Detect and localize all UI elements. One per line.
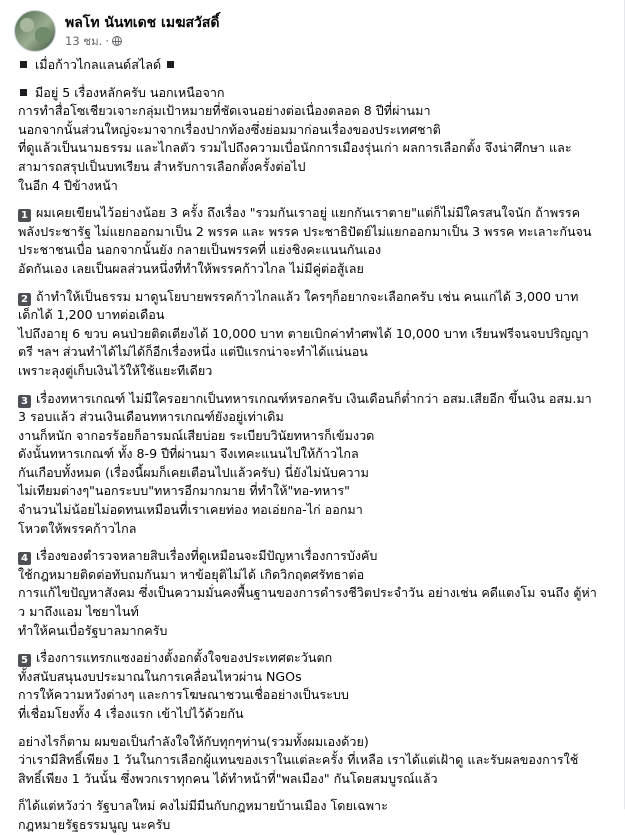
post-text: 3 รอบแล้ว ส่วนเงินเดือนทหารเกณฑ์ยังอยู่เท่าเดิม (18, 409, 284, 425)
black-square-icon (20, 89, 27, 96)
post-text-line (18, 547, 616, 566)
post-text: ที่เชื่อมโยงทั้ง 4 เรื่องแรก เข้าไปไว้ด้วยกัน (18, 706, 244, 721)
post-text-line (18, 603, 616, 622)
post-text-line (18, 325, 616, 344)
paragraph-gap (18, 788, 616, 797)
post-text: เรื่องของตำรวจหลายสิบเรื่องที่ดูเหมือนจะมีปัญหาเรื่องการบังคับ (36, 548, 378, 564)
post-text-line (18, 584, 616, 603)
keycap-number-icon: 3 (18, 395, 31, 408)
post-text-line (18, 223, 616, 242)
post-text: ไปถึงอายุ 6 ขวบ คนป่วยติดเตียงได้ 10,000 บาท ตายเบิกค่าทำศพได้ 10,000 บาท เรียนฟรีจนจบปริญญา (18, 325, 589, 341)
post-text-line (18, 622, 616, 641)
paragraph-gap (18, 195, 616, 204)
post-text: อย่างไรก็ตาม ผมขอเป็นกำลังใจให้กับทุกๆท่าน(รวมทั้งผมเองด้วย) (18, 733, 369, 749)
post-text-line (18, 427, 616, 446)
post-text-line (18, 816, 616, 835)
post-text: ผมเคยเขียนไว้อย่างน้อย 3 ครั้ง ถึงเรื่อง "รวมกันเราอยู่ แยกกันเราตาย"แต่ก็ไม่มีใครสนใจนัก ถ้าพรรค (36, 205, 581, 221)
post-text: เรื่องทหารเกณฑ์ ไม่มีใครอยากเป็นทหารเกณฑ์หรอกครับ เงินเดือนก็ต่ำกว่า อสม.เสียอีก ขึ้นเงิน อสม.มา (36, 390, 592, 406)
post-text: เรื่องการแทรกแซงอย่างตั้งอกตั้งใจของประเทศตะวันตก (36, 650, 333, 666)
post-text-line (18, 260, 616, 279)
post-text: เด็กได้ 1,200 บาทต่อเดือน (18, 307, 165, 323)
post-text-line (18, 390, 616, 409)
post-text-line (18, 797, 616, 816)
post-text-line (18, 445, 616, 464)
avatar[interactable] (14, 10, 56, 52)
post-text-line (18, 84, 616, 103)
post-text: การแก้ไขปัญหาสังคม ซึ่งเป็นความมั่นคงพื้นฐานของการดำรงชีวิตประจำวัน อย่างเช่น คดีแตงโม จนถึง ตู้ห่า (18, 585, 597, 601)
post-text-line (18, 343, 616, 362)
post-text-line (18, 464, 616, 483)
post-text-line (18, 770, 616, 789)
post-text: จำนวนไม่น้อยไม่อดทนเหมือนที่เราเคยท่อง ทอเอ่ยกอ-ไก่ ออกมา (18, 502, 363, 518)
post-body (18, 56, 616, 835)
post-text: โหวตให้พรรคก้าวไกล (18, 520, 137, 536)
post-text-line (18, 686, 616, 705)
post-text-line (18, 733, 616, 752)
post-text-line (18, 566, 616, 585)
post-text: ประชาชนเบื่อ นอกจากนั้นยัง กลายเป็นพรรคที่ แย่งชิงคะแนนกันเอง (18, 242, 382, 258)
post-text: ทำให้คนเบื่อรัฐบาลมากครับ (18, 622, 168, 638)
post-text-line (18, 668, 616, 687)
keycap-number-icon: 4 (18, 552, 31, 565)
post-text: นอกจากนั้นส่วนใหญ่จะมาจากเรื่องปากท้องซึ่งย่อมมาก่อนเรื่องของประเทศชาติ (18, 121, 441, 137)
post-text: ว่าเรามีสิทธิ์เพียง 1 วันในการเลือกผู้แทนของเราในแต่ละครั้ง ที่เหลือ เราได้แต่เฝ้าดู และรับผลของการใช้ (18, 752, 579, 768)
post-text-line (18, 139, 616, 158)
post-text: อัดกันเอง เลยเป็นผลส่วนหนึ่งที่ทำให้พรรคก้าวไกล ไม่มีคู่ต่อสู้เลย (18, 260, 364, 276)
author-name[interactable]: พลโท นันทเดช เมฆสวัสดิ์ (65, 15, 220, 31)
post-text: ทั้งสนับสนุนงบประมาณในการเคลื่อนไหวผ่าน NGOs (18, 668, 302, 684)
post-text-line (18, 288, 616, 307)
post-text: มีอยู่ 5 เรื่องหลักครับ นอกเหนือจาก (31, 84, 225, 100)
post-text-line (18, 177, 616, 196)
post-text-line (18, 408, 616, 427)
post-text: เพราะลุงตู่เก็บเงินไว้ให้ใช้แยะทีเดียว (18, 362, 213, 378)
post-header (14, 10, 614, 54)
post-text-line (18, 102, 616, 121)
keycap-number-icon: 5 (18, 654, 31, 667)
post-text-line (18, 306, 616, 325)
post-text: ไม่เทียมต่างๆ"นอกระบบ"ทหารอีกมากมาย ที่ทำให้"ทอ-ทหาร" (18, 483, 350, 499)
post-text-line (18, 520, 616, 539)
post-time[interactable]: 13 ชม. (65, 34, 103, 48)
post-text: กันเกือบทั้งหมด (เรื่องนี้ผมก็เคยเตือนไปแล้วครับ) นี่ยังไม่นับความ (18, 464, 369, 480)
post-text: ตรี ฯลฯ ส่วนทำได้ไม่ได้ก็อีกเรื่องหนึ่ง แต่ปีแรกน่าจะทำได้แน่นอน (18, 344, 368, 360)
post-text: สามารถสรุปเป็นบทเรียน สำหรับการเลือกตั้งครั้งต่อไป (18, 158, 306, 174)
paragraph-gap (18, 75, 616, 84)
post-text-line (18, 56, 616, 75)
post-title-text: เมื่อก้าวไกลแลนด์สไลด์ (31, 57, 166, 72)
post-text: ใช้กฎหมายติดต่อทับถมกันมา หาข้อยุติไม่ได้ เกิดวิกฤตศรัทธาต่อ (18, 566, 365, 582)
post-text-line (18, 482, 616, 501)
post-text: งานก็หนัก จากอรร้อยก็อารมณ์เสียบ่อย ระเบียบวินัยทหารก็เข้มงวด (18, 427, 375, 443)
post-text-line (18, 751, 616, 770)
paragraph-gap (18, 640, 616, 649)
post-text-line (18, 501, 616, 520)
post-text: การให้ความหวังต่างๆ และการโฆษณาชวนเชื่ออย่างเป็นระบบ (18, 687, 349, 703)
post-text: ที่ดูแล้วเป็นนามธรรม และไกลตัว รวมไปถึงความเบื่อนักการเมืองรุ่นเก่า ผลการเลือกตั้ง จึงน่าศึกษา และ (18, 140, 572, 156)
post-text: กฎหมายรัฐธรรมนูญ นะครับ (18, 816, 171, 832)
paragraph-gap (18, 381, 616, 390)
post-text: ในอีก 4 ปีข้างหน้า (18, 177, 118, 193)
black-square-icon (20, 61, 27, 68)
post-text-line (18, 204, 616, 223)
post-text-line (18, 362, 616, 381)
post-text: พลังประชารัฐ ไม่แยกออกมาเป็น 2 พรรค และ พรรค ประชาธิปัตย์ไม่แยกออกมาเป็น 3 พรรค ทะเลาะกันจน (18, 223, 592, 239)
post-text: ก็ได้แต่หวังว่า รัฐบาลใหม่ คงไม่มีมีนกับกฎหมายบ้านเมือง โดยเฉพาะ (18, 798, 388, 814)
post-text-line (18, 649, 616, 668)
keycap-number-icon: 2 (18, 293, 31, 306)
post-text: สิทธิ์เพียง 1 วันนั้น ซึ่งพวกเราทุกคน ได้ทำหน้าที่"พลเมือง" กันโดยสมบูรณ์แล้ว (18, 770, 438, 786)
post-text: ว มาถึงแอม ไซยาไนท์ (18, 604, 139, 620)
keycap-number-icon: 1 (18, 209, 31, 222)
black-square-icon (167, 61, 174, 68)
paragraph-gap (18, 279, 616, 288)
post-text-line (18, 705, 616, 724)
post-text-line (18, 241, 616, 260)
paragraph-gap (18, 538, 616, 547)
meta-separator: · (105, 34, 109, 48)
post-text-line (18, 121, 616, 140)
post-meta (65, 33, 122, 51)
post-text: ถ้าทำให้เป็นธรรม มาดูนโยบายพรรคก้าวไกลแล้ว ใครๆก็อยากจะเลือกครับ เช่น คนแก่ได้ 3,000 บาท (36, 288, 579, 304)
post-text: การทำสื่อโซเชียวเจาะกลุ่มเป้าหมายที่ชัดเจนอย่างต่อเนื่องตลอด 8 ปีที่ผ่านมา (18, 103, 431, 119)
globe-icon[interactable] (112, 36, 122, 46)
post-text-line (18, 158, 616, 177)
post-text: ดังนั้นทหารเกณฑ์ ทั้ง 8-9 ปีที่ผ่านมา จึงเทคะแนนไปให้ก้าวไกล (18, 446, 359, 462)
paragraph-gap (18, 724, 616, 733)
